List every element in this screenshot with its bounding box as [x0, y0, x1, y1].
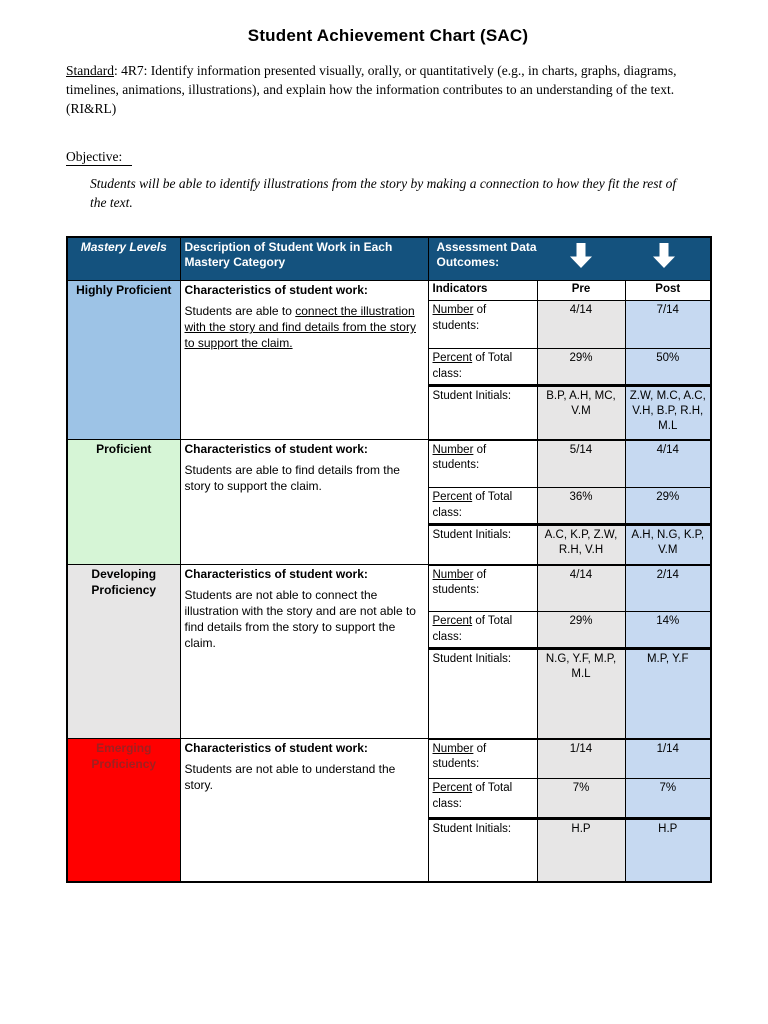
desc-body: Students are not able to connect the illustration with the story and are not able to find details from the story to support the claim.: [184, 588, 416, 651]
pre-percent-value: 29%: [537, 349, 625, 386]
header-mastery-levels: Mastery Levels: [67, 237, 180, 281]
pre-initials-value: N.G, Y.F, M.P, M.L: [537, 649, 625, 739]
pre-number-value: 1/14: [537, 739, 625, 779]
post-percent-value: 7%: [625, 779, 711, 819]
pre-initials-value: H.P: [537, 819, 625, 882]
post-initials-value: H.P: [625, 819, 711, 882]
objective-heading: [66, 149, 710, 166]
table-row: [67, 440, 711, 488]
assessment-header-content: [433, 240, 707, 271]
indicator-number-label: Number of students:: [428, 565, 537, 612]
standard-label: Standard: [66, 63, 114, 78]
assessment-label: Assessment Data Outcomes:: [436, 239, 537, 270]
description-emerging-proficiency: [180, 739, 428, 882]
pre-initials-value: B.P, A.H, MC, V.M: [537, 386, 625, 440]
desc-heading: Characteristics of student work:: [184, 442, 368, 457]
indicator-number-label: Number of students:: [428, 440, 537, 488]
indicator-initials-label: Student Initials:: [428, 819, 537, 882]
objective-text: Students will be able to identify illustrations from the story by making a connection to how they fit the rest of the text.: [90, 175, 677, 211]
pre-number-value: 4/14: [537, 301, 625, 349]
table-row: [67, 739, 711, 779]
indicator-initials-label: Student Initials:: [428, 525, 537, 565]
desc-heading: Characteristics of student work:: [184, 741, 368, 756]
indicator-percent-label: Percent of Total class:: [428, 779, 537, 819]
pre-percent-value: 7%: [537, 779, 625, 819]
indicator-number-label: Number of students:: [428, 301, 537, 349]
post-number-value: 2/14: [625, 565, 711, 612]
post-number-value: 1/14: [625, 739, 711, 779]
post-initials-value: M.P, Y.F: [625, 649, 711, 739]
post-percent-value: 29%: [625, 488, 711, 525]
post-percent-value: 14%: [625, 612, 711, 649]
subheader-pre: Pre: [537, 281, 625, 301]
indicator-percent-label: Percent of Total class:: [428, 612, 537, 649]
table-subheader-row: [67, 281, 711, 301]
indicator-initials-label: Student Initials:: [428, 649, 537, 739]
mastery-level-emerging-proficiency: Emerging Proficiency: [67, 739, 180, 882]
description-highly-proficient: [180, 281, 428, 440]
table-header-row: [67, 237, 711, 281]
post-initials-value: Z.W, M.C, A.C, V.H, B.P, R.H, M.L: [625, 386, 711, 440]
post-initials-value: A.H, N.G, K.P, V.M: [625, 525, 711, 565]
indicator-initials-label: Student Initials:: [428, 386, 537, 440]
description-developing-proficiency: [180, 565, 428, 739]
desc-body: [185, 304, 424, 352]
subheader-post: Post: [625, 281, 711, 301]
pre-number-value: 5/14: [537, 440, 625, 488]
post-percent-value: 50%: [625, 349, 711, 386]
desc-body: Students are able to find details from the story to support the claim.: [184, 463, 400, 494]
desc-heading: Characteristics of student work:: [184, 567, 368, 582]
standard-paragraph: [66, 62, 702, 119]
standard-text: : 4R7: Identify information presented visually, orally, or quantitatively (e.g., in charts, graphs, diagrams, timelines, animations, illustrations), and explain how the information contributes to an understanding of the text. (RI&RL): [66, 63, 677, 116]
objective-label: Objective:: [66, 149, 132, 166]
pre-initials-value: A.C, K.P, Z.W, R.H, V.H: [537, 525, 625, 565]
desc-underlined-text: connect the illustration with the story and find details from the story to support the claim.: [184, 304, 416, 351]
pre-percent-value: 36%: [537, 488, 625, 525]
indicator-number-label: Number of students:: [428, 739, 537, 779]
header-assessment: [428, 237, 711, 281]
desc-body: Students are not able to understand the story.: [184, 762, 396, 793]
indicator-percent-label: Percent of Total class:: [428, 349, 537, 386]
pre-number-value: 4/14: [537, 565, 625, 612]
subheader-indicators: Indicators: [428, 281, 537, 301]
down-arrow-icon-post: [623, 242, 706, 269]
pre-percent-value: 29%: [537, 612, 625, 649]
desc-heading: Characteristics of student work:: [184, 283, 368, 298]
post-number-value: 7/14: [625, 301, 711, 349]
sac-table: [66, 236, 712, 883]
mastery-level-highly-proficient: Highly Proficient: [67, 281, 180, 440]
desc-text: Students are able to: [184, 304, 296, 319]
indicator-percent-label: Percent of Total class:: [428, 488, 537, 525]
down-arrow-icon-pre: [540, 242, 623, 269]
page-title: Student Achievement Chart (SAC): [247, 26, 529, 45]
post-number-value: 4/14: [625, 440, 711, 488]
description-proficient: [180, 440, 428, 565]
mastery-level-developing-proficiency: Developing Proficiency: [67, 565, 180, 739]
table-row: [67, 565, 711, 612]
mastery-level-proficient: Proficient: [67, 440, 180, 565]
header-description: Description of Student Work in Each Mastery Category: [180, 237, 428, 281]
